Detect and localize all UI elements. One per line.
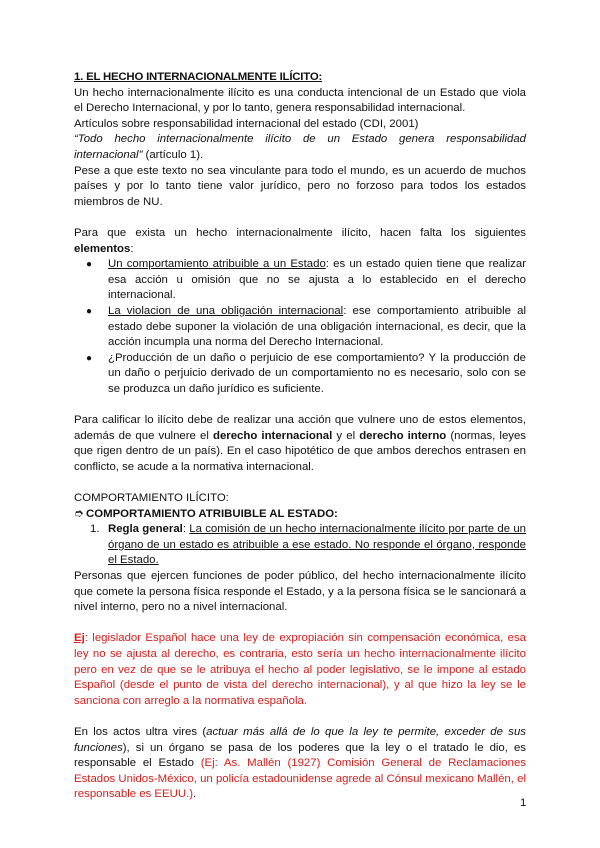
page-number: 1	[520, 797, 527, 809]
rule-colon: :	[182, 523, 190, 536]
quote-paragraph	[74, 132, 526, 163]
example-text: : legislador Español hace una ley de expropiación sin compensación económica, esa ley no se ajusta al derecho, es contraria, esto sería un hecho internacionalmente ilícito pero en vez de que se le atribuya el hecho al poder legislativo, se le impone al estado Español (desde el punto de vista del derecho internacional), y al que hizo la ley se le sanciona con arreglo a la normativa española.	[74, 632, 526, 707]
comportamiento-heading: COMPORTAMIENTO ILÍCITO:	[74, 492, 229, 505]
list-item	[74, 351, 526, 398]
list-item	[74, 304, 526, 351]
rule-number: 1.	[90, 523, 100, 536]
list-item	[74, 522, 526, 569]
qualify-paragraph	[74, 413, 526, 475]
qualify-bold-intl: derecho internacional	[212, 429, 333, 442]
comportamiento-subheading-row	[74, 507, 526, 523]
comportamiento-subheading: COMPORTAMIENTO ATRIBUIBLE AL ESTADO:	[86, 507, 338, 520]
qualify-text-c: y el	[332, 429, 360, 442]
item-underlined: La violacion de una obligación internacional	[108, 304, 344, 317]
item-text: : es un estado quien tiene que realizar esa acción u omisión que no se ajusta a lo establecido en el derecho internacional.	[108, 258, 527, 302]
qualify-bold-internal: derecho interno	[359, 429, 447, 442]
personas-paragraph: Personas que ejercen funciones de poder público, del hecho internacionalmente ilícito que comete la persona física responde el Estado, y a la persona física se le sancionará a nivel interno, pero no a nivel internacional.	[74, 570, 526, 614]
qualify-text-e: (normas, leyes que rigen dentro de un país). En el caso hipotético de que ambos derechos entrasen en conflicto, se acude a la normativa internacional.	[74, 429, 527, 473]
bullet-icon: ●	[86, 259, 93, 271]
item-text: ¿Producción de un daño o perjuicio de ese comportamiento? Y la producción de un daño o perjuicio derivado de un comportamiento no es necesario, solo con se se produzca un daño jurídico es suficiente.	[108, 351, 526, 395]
arrow-icon: ➮	[74, 507, 84, 520]
validity-paragraph: Pese a que este texto no sea vinculante para todo el mundo, es un acuerdo de muchos países y por lo tanto tiene valor jurídico, pero no forzoso para todos los estados miembros de NU.	[74, 164, 526, 208]
ultra-text-b: ), si un órgano se pasa de los poderes que la ley o el tratado le dio, es responsable el Estado	[74, 741, 526, 770]
ultra-italic: actuar más allá de lo que la ley te permite, exceder de sus funciones	[74, 725, 526, 754]
bullet-icon: ●	[86, 352, 93, 364]
bullet-icon: ●	[86, 305, 93, 317]
elements-lead	[74, 226, 526, 257]
elements-keyword: elementos	[74, 242, 131, 255]
intro-paragraph: Un hecho internacionalmente ilícito es una conducta intencional de un Estado que viola el Derecho Internacional, y por lo tanto, genera responsabilidad internacional.	[74, 86, 526, 115]
ultra-text-a: En los actos ultra vires (	[74, 725, 207, 738]
ultra-vires-paragraph	[74, 725, 526, 803]
section-title: 1. EL HECHO INTERNACIONALMENTE ILÍCITO:	[74, 71, 323, 83]
ultra-example-red: (Ej: As. Mallén (1927) Comisión General de Reclamaciones Estados Unidos-México, un policía estadounidense agrede al Cónsul mexicano Mallén, el responsable es EEUU.)	[74, 757, 526, 801]
elements-colon: :	[130, 242, 134, 255]
list-item	[74, 257, 526, 304]
quote-ref: (artículo 1).	[142, 148, 204, 161]
elements-lead-text: Para que exista un hecho internacionalmente ilícito, hacen falta los siguientes	[74, 226, 526, 239]
rules-list	[74, 522, 526, 569]
item-underlined: Un comportamiento atribuible a un Estado	[108, 258, 326, 271]
articles-reference: Artículos sobre responsabilidad internacional del estado (CDI, 2001)	[74, 117, 419, 130]
rule-label: Regla general	[108, 523, 183, 536]
example-label: Ej	[74, 632, 85, 645]
quote-text: “Todo hecho internacionalmente ilícito de un Estado genera responsabilidad internacional”	[74, 133, 526, 161]
qualify-text-a: Para calificar lo ilícito debe de realizar una acción que vulnere uno de estos elementos, además de que vulnere el	[74, 414, 526, 442]
elements-list	[74, 257, 526, 397]
rule-text: La comisión de un hecho internacionalmente ilícito por parte de un órgano de un estado es atribuible a ese estado. No responde el órgano, responde el Estado.	[108, 523, 527, 567]
example-paragraph	[74, 631, 526, 709]
item-text: : ese comportamiento atribuible al estado debe suponer la violación de una obligación internacional, es decir, que la acción incumpla una norma del Derecho Internacional.	[108, 304, 526, 349]
document-body	[74, 70, 526, 803]
ultra-end: .	[193, 788, 197, 801]
